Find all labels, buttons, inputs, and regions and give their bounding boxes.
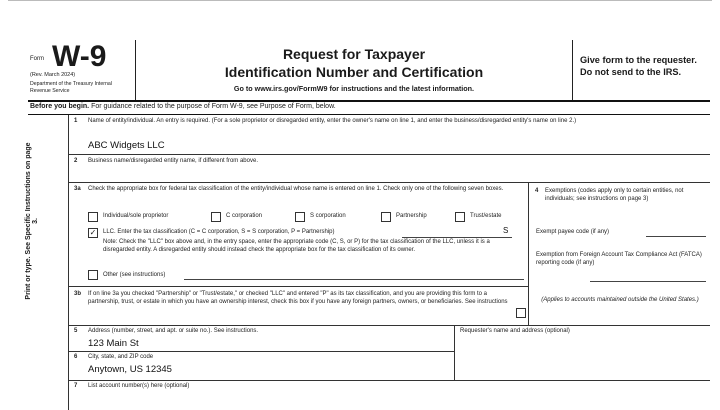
applies-note: (Applies to accounts maintained outside the United States.) [541,297,699,303]
line3b-label: If on line 3a you checked "Partnership" or "Trust/estate," or checked "LLC" and entered "P" as its tax classification, and you are providing this form to a partnership, trust, or estate in which you have an ownership interest, check this box if you have any foreign partners, owners, or beneficiaries. See instructions [88,291,508,305]
line7-number: 7 [74,383,78,389]
option-partnership-label: Partnership [396,213,427,219]
c-corp-checkbox[interactable] [211,212,221,222]
exemptions-divider [528,182,529,326]
line3a-number: 3a [74,186,81,192]
form-title-line2: Identification Number and Certification [224,64,484,80]
llc-code-value[interactable]: S [503,226,509,235]
line4-number: 4 [535,188,539,194]
instructions-link-text: Go to www.irs.gov/FormW9 for instructions and the latest information. [233,84,475,93]
before-rule [28,114,710,115]
line6-number: 6 [74,354,78,360]
line6-rule [68,380,710,381]
line1-name-value[interactable]: ABC Widgets LLC [88,140,165,151]
llc-note: Note: Check the "LLC" box above and, in the entry space, enter the appropriate code (C, S, or P) for the tax classification of the LLC, unless it is a disregarded entity. A disregarded entity should instead check the appropriate box for the tax classification of its owner. [103,239,490,253]
line6-label: City, state, and ZIP code [88,354,154,360]
form-label: Form [30,56,44,62]
partnership-checkbox[interactable] [381,212,391,222]
line3a-label: Check the appropriate box for federal tax classification of the entity/individual whose name is entered on line 1. Check only one of the following seven boxes. [88,186,504,192]
line1-rule [68,154,710,155]
individual-checkbox[interactable] [88,212,98,222]
form-title-line1: Request for Taxpayer [282,46,426,62]
give-form-note: Give form to the requester. Do not send to the IRS. [580,55,697,77]
line5-label: Address (number, street, and apt. or suite no.). See instructions. [88,328,259,334]
other-underline [184,279,524,280]
option-c-corp-label: C corporation [226,213,263,219]
before-text: For guidance related to the purpose of Form W-9, see Purpose of Form, below. [91,103,336,110]
line2-label: Business name/disregarded entity name, if different from above. [88,158,258,164]
exemptions-label: Exemptions (codes apply only to certain entities, not individuals; see instructions on page 3) [545,188,684,202]
line3b-rule [68,325,710,326]
line3b-number: 3b [74,291,82,297]
requester-divider [454,325,455,381]
line2-rule [68,182,710,183]
header-divider-right [572,40,573,100]
exempt-payee-underline [646,236,706,237]
other-checkbox[interactable] [88,270,98,280]
side-label: Print or type. See Specific Instructions on page 3. [25,142,39,300]
side-column-divider [68,115,69,410]
option-individual-label: Individual/sole proprietor [103,213,169,219]
s-corp-checkbox[interactable] [295,212,305,222]
line3a-rule [68,286,528,287]
before-you-begin [30,103,336,110]
department: Department of the Treasury Internal Revenue Service [30,81,112,94]
llc-label: LLC. Enter the tax classification (C = C corporation, S = S corporation, P = Partnership) [103,229,335,235]
line2-number: 2 [74,158,78,164]
city-state-zip-value[interactable]: Anytown, US 12345 [88,364,172,375]
scan-top-edge [8,0,712,1]
header-bottom-rule [28,100,710,102]
line7-label: List account number(s) here (optional) [88,383,190,389]
line5-rule [68,351,454,352]
llc-checkbox[interactable]: ✓ [89,228,97,237]
fatca-underline [590,281,706,282]
form-revision: (Rev. March 2024) [30,72,76,78]
line5-number: 5 [74,328,78,334]
exempt-payee-label: Exempt payee code (if any) [536,229,610,235]
option-s-corp-label: S corporation [310,213,346,219]
line1-number: 1 [74,118,78,124]
form-number: W-9 [52,40,107,73]
line1-label: Name of entity/individual. An entry is required. (For a sole proprietor or disregarded entity, enter the owner's name on line 1, and enter the business/disregarded entity's name on line 2.) [88,118,577,124]
before-label: Before you begin. [30,103,90,110]
other-label: Other (see instructions) [103,272,166,278]
address-value[interactable]: 123 Main St [88,338,139,349]
requester-label: Requester's name and address (optional) [460,328,570,334]
option-trust-estate-label: Trust/estate [470,213,502,219]
llc-code-underline [402,237,512,238]
trust-estate-checkbox[interactable] [455,212,465,222]
foreign-partners-checkbox[interactable] [516,308,526,318]
fatca-label: Exemption from Foreign Account Tax Compliance Act (FATCA) reporting code (if any) [536,252,702,266]
